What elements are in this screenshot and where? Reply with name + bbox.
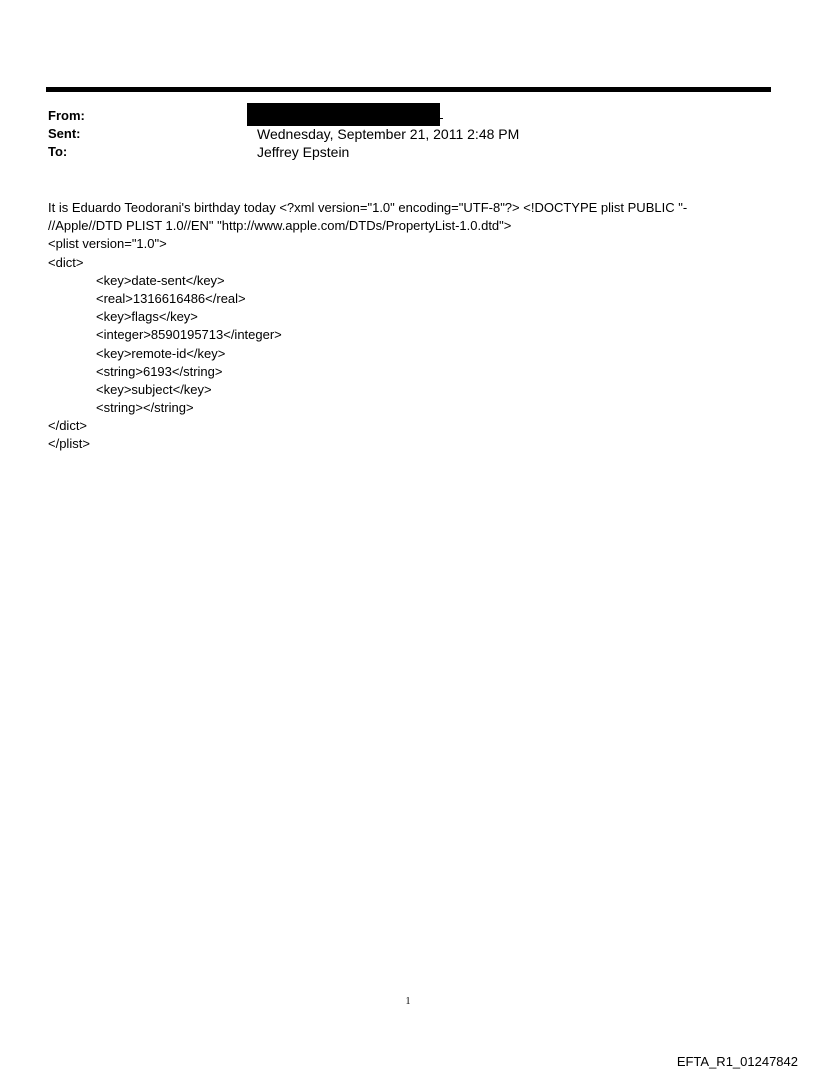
body-line: <string>6193</string> — [96, 363, 223, 379]
body-line: It is Eduardo Teodorani's birthday today <?xml version="1.0" encoding="UTF-8"?> <!DOCTYPE plist PUBLIC "- — [48, 200, 688, 215]
body-line: <key>subject</key> — [96, 381, 212, 397]
body-line: <plist version="1.0"> — [48, 236, 167, 252]
body-line: <integer>8590195713</integer> — [96, 327, 282, 343]
to-label: To: — [48, 144, 68, 159]
body-line: <key>date-sent</key> — [96, 272, 225, 288]
header-divider — [46, 87, 771, 92]
body-line: <key>remote-id</key> — [96, 345, 226, 361]
document-id: EFTA_R1_01247842 — [676, 1054, 798, 1069]
to-value: Jeffrey Epstein — [257, 144, 350, 160]
body-line: <string></string> — [96, 400, 194, 416]
sent-label: Sent: — [48, 126, 81, 141]
body-line: //Apple//DTD PLIST 1.0//EN" "http://www.apple.com/DTDs/PropertyList-1.0.dtd"> — [48, 218, 512, 234]
body-line: <key>flags</key> — [96, 309, 198, 325]
body-line: <dict> — [48, 254, 84, 270]
page-number: 1 — [405, 996, 411, 1007]
message-body — [48, 199, 768, 454]
body-line: <real>1316616486</real> — [96, 290, 246, 306]
sent-value: Wednesday, September 21, 2011 2:48 PM — [257, 126, 520, 142]
redaction-mark — [440, 118, 443, 119]
body-line: </plist> — [48, 436, 90, 452]
body-line: </dict> — [48, 418, 88, 434]
redaction-box — [247, 103, 440, 126]
from-label: From: — [48, 108, 85, 123]
